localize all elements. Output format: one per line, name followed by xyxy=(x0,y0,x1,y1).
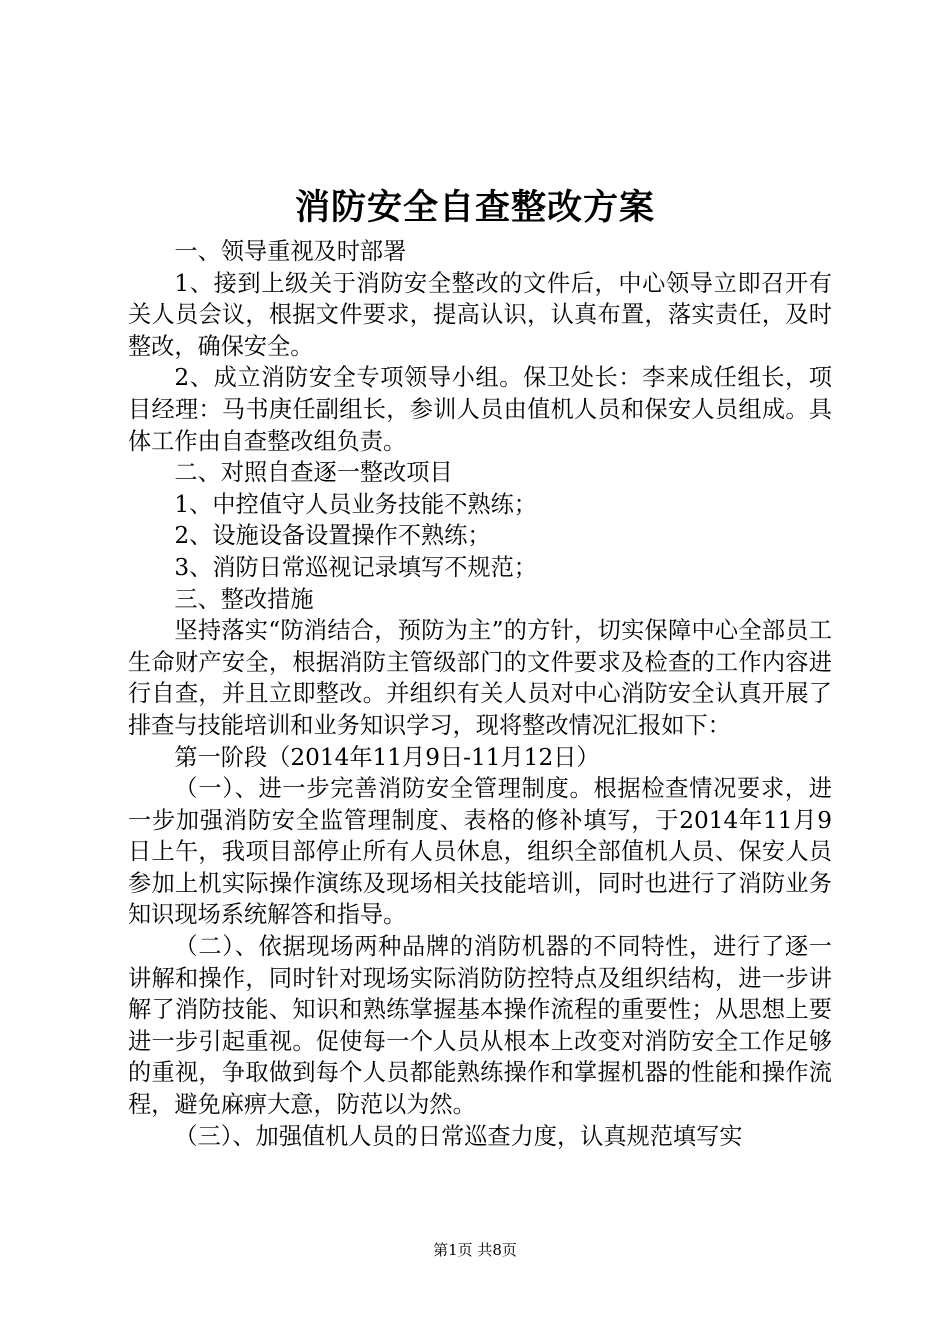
document-title: 消防安全自查整改方案 xyxy=(294,188,655,228)
section-heading: 二、对照自查逐一整改项目 xyxy=(174,459,453,487)
list-item: 2、设施设备设置操作不熟练； xyxy=(174,522,491,550)
list-item: 1、中控值守人员业务技能不熟练； xyxy=(174,490,537,518)
section-heading: 三、整改措施 xyxy=(174,585,314,613)
paragraph: （一）、进一步完善消防安全管理制度。根据检查情况要求，进一步加强消防安全监管理制度、表格的修补填写，于2014年11月9日上午，我项目部停止所有人员休息，组织全部值机人员、保安人员参加上机实际操作演练及现场相关技能培训，同时也进行了消防业务知识现场系统解答和指导。 xyxy=(128,775,832,929)
document-body xyxy=(128,236,832,1152)
section-heading: 一、领导重视及时部署 xyxy=(174,238,407,265)
paragraph: （二）、依据现场两种品牌的消防机器的不同特性，进行了逐一讲解和操作，同时针对现场实际消防防控特点及组织结构，进一步讲解了消防技能、知识和熟练掌握基本操作流程的重要性；从思想上要进一步引起重视。促使每一个人员从根本上改变对消防安全工作足够的重视，争取做到每个人员都能熟练操作和掌握机器的性能和操作流程，避免麻痹大意，防范以为然。 xyxy=(128,933,832,1119)
list-item: 3、消防日常巡视记录填写不规范； xyxy=(174,553,537,581)
paragraph: 坚持落实“防消结合，预防为主”的方针，切实保障中心全部员工生命财产安全，根据消防主管级部门的文件要求及检查的工作内容进行自查，并且立即整改。并组织有关人员对中心消防安全认真开展了排查与技能培训和业务知识学习，现将整改情况汇报如下： xyxy=(128,617,832,739)
paragraph: 1、接到上级关于消防安全整改的文件后，中心领导立即召开有关人员会议，根据文件要求，提高认识，认真布置，落实责任，及时整改，确保安全。 xyxy=(128,269,832,360)
paragraph: （三）、加强值机人员的日常巡查力度，认真规范填写实 xyxy=(174,1122,743,1150)
page-number-footer: 第1页 共8页 xyxy=(433,1241,517,1259)
paragraph: 2、成立消防安全专项领导小组。保卫处长：李来成任组长，项目经理：马书庚任副组长，参训人员由值机人员和保安人员组成。具体工作由自查整改组负责。 xyxy=(128,364,832,455)
phase-heading: 第一阶段（2014年11月9日-11月12日） xyxy=(174,743,600,771)
